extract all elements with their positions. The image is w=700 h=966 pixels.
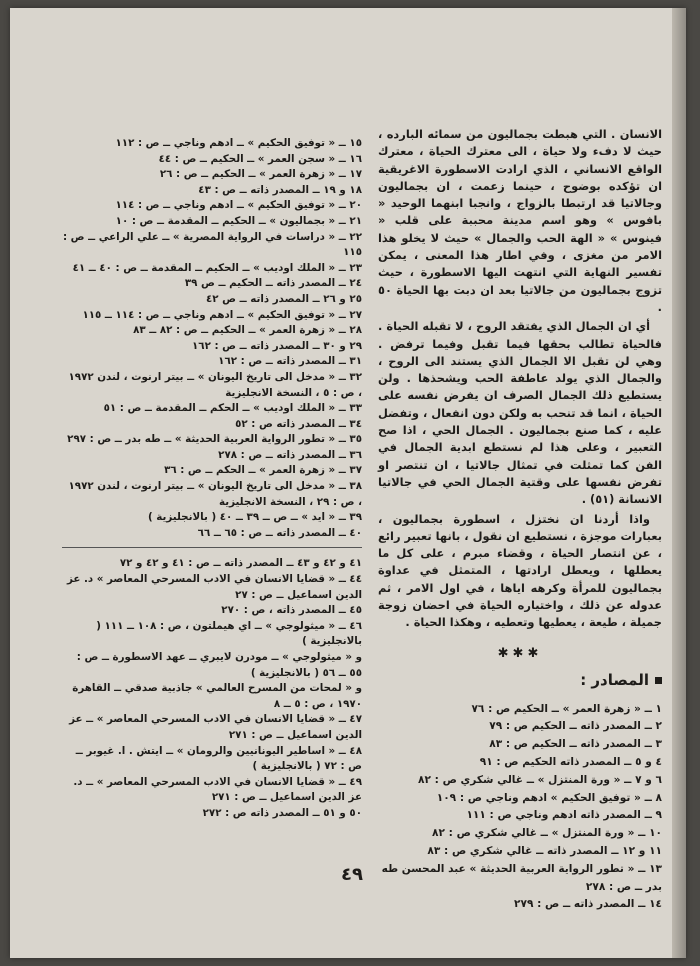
article-paragraph: الانسان . التي هبطت بجماليون من سمائه البارده ، حيث لا دفء ولا حياة ، الى معترك الحياة ، معترك الواقع الانساني ، الذي ارادت الاسطورة الاغريقية ان تؤكده بوضوح ، حينما زعمت ، ان بجماليون وجالاتيا قد ارتبطا بالزواج ، وانجبا ابنهما الوحيد « بافوس » وهو اسم مدينة محببة على قلب « فينوس » « الهة الحب والجمال » حيث لا يخلو هذا الامر من مغزى ، وفي اطار هذا المعنى ، يمكن تفسير النهاية التي انتهت اليها الاسطورة ، حيث تزوج بجماليون من جالاتيا بعد ان دبت بها الحياة ٥٠ . [378,127,662,314]
reference-item: ٢٩ و ٣٠ ــ المصدر ذاته ــ ص : ١٦٢ [192,339,362,352]
sources-heading [378,671,662,689]
source-item: ١٣ ــ « تطور الرواية العربية الحديثة » عبد المحسن طه بدر ــ ص : ٢٧٨ [381,862,662,893]
reference-item: ٣٨ ــ « مدخل الى تاريخ اليونان » ــ بيتر ارنوت ، لندن ١٩٧٢ ، ص : ٢٩ ، النسخة الانجليزية [68,480,362,508]
reference-item: ١٧ ــ « زهرة العمر » ــ الحكيم ــ ص : ٢٦ [159,168,362,181]
reference-item: و « لمحات من المسرح العالمي » جاذبية صدقي ــ القاهرة ١٩٧٠ ، ص : ٥ ــ ٨ [72,682,362,710]
reference-item: ٢٣ ــ « الملك اوديب » ــ الحكيم ــ المقدمة ــ ص : ٤٠ ــ ٤١ [72,261,362,274]
references-list-a [62,136,362,541]
source-item: ٦ و ٧ ــ « ورة المنتزل » ــ غالي شكري ص : ٨٢ [418,773,662,786]
reference-item: ٤٥ ــ المصدر ذاته ، ص : ٢٧٠ [221,604,362,617]
references-list-b [62,556,362,821]
sources-list [378,701,662,915]
page-number: ٤٩ [341,864,363,885]
reference-item: ١٨ و ١٩ ــ المصدر ذاته ــ ص : ٤٣ [198,183,362,196]
reference-item: ٢٥ و ٢٦ ــ المصدر ذاته ــ ص ٤٢ [206,292,362,305]
reference-item: ٣٥ ــ « تطور الرواية العربية الحديثة » ــ طه بدر ــ ص : ٢٩٧ [67,433,362,446]
reference-item: ٢٠ ــ « توفيق الحكيم » ــ ادهم وناجي ــ ص : ١١٤ [115,199,362,212]
source-item: ٤ و ٥ ــ المصدر ذاته الحكيم ص : ٩١ [479,756,662,768]
source-item: ١ ــ « زهرة العمر » ــ الحكيم ص : ٧٦ [471,702,662,715]
reference-item: ٤٠ ــ المصدر ذاته ــ ص : ٦٥ ــ ٦٦ [197,526,362,539]
reference-item: ٣٤ ــ المصدر ذاته ص : ٥٢ [235,417,362,430]
article-column [378,126,662,914]
book-page [10,8,686,958]
reference-item: ٤٩ ــ « قضايا الانسان في الادب المسرحي المعاصر » ــ د. عز الدين اسماعيل ــ ص : ٢٧١ [73,775,362,804]
source-item: ٣ ــ المصدر ذاته ــ الحكيم ص : ٨٣ [489,738,662,751]
reference-item: ٣٦ ــ المصدر ذاته ــ ص : ٢٧٨ [218,448,362,461]
reference-item: ٢٨ ــ « زهرة العمر » ــ الحكيم ــ ص : ٨٢ ــ ٨٣ [133,324,362,337]
reference-item: ٤٨ ــ « اساطير اليونانيين والرومان » ــ ايتش . ا. غيوبر ــ ص : ٧٢ ( بالانجليزية ) [75,744,362,773]
article-paragraph: واذا أردنا ان نختزل ، اسطورة بجماليون ، بعبارات موجزة ، نستطيع ان نقول ، بانها تعبير رائع ، عن انتصار الحياة ، وقضاء مبرم ، على كل ما يعطلها ، ويعطل ارادتها ، المتمثل في عداوة بجماليون للمرأة وكرهه اياها ، في اول الامر ، ثم عدوله عن ذلك ، واختياره الحياة في احضان زوجة جميلة ، طيعة ، يعطيها وتعطيه ، وهكذا الحياة . [378,511,662,630]
references-column [62,136,362,822]
reference-item: ٣٢ ــ « مدخل الى تاريخ اليونان » ــ بيتر ارنوت ، لندن ١٩٧٢ ، ص : ٥ ، النسخة الانجليزية [68,370,362,399]
reference-item: ١٥ ــ « توفيق الحكيم » ــ ادهم وناجي ــ ص : ١١٢ [115,137,362,149]
source-item: ١٠ ــ « ورة المنتزل » ــ غالي شكري ص : ٨٢ [432,827,662,840]
source-item: ٨ ــ « توفيق الحكيم » ادهم وناجي ص : ١٠٩ [436,791,662,804]
section-separator: ✱✱✱ [497,645,543,661]
reference-item: ٢٧ ــ « توفيق الحكيم » ــ ادهم وناجي ــ ص : ١١٤ ــ ١١٥ [82,308,362,321]
reference-item: ٥٠ و ٥١ ــ المصدر ذاته ص : ٢٧٢ [202,806,362,819]
source-item: ١١ و ١٢ ــ المصدر ذاته ــ غالي شكري ص : ٨٣ [427,844,662,857]
reference-item: ٣٧ ــ « زهرة العمر » ــ الحكم ــ ص : ٣٦ [164,464,362,477]
source-item: ١٤ ــ المصدر ذاته ــ ص : ٢٧٩ [514,898,662,911]
reference-item: ٣٣ ــ « الملك اوديب » ــ الحكم ــ المقدمة ــ ص : ٥١ [103,402,362,415]
source-item: ٢ ــ المصدر ذاته ــ الحكيم ص : ٧٩ [489,720,662,733]
reference-item: ٤٤ ــ « قضايا الانسان في الادب المسرحي المعاصر » د. عز الدين اسماعيل ــ ص : ٢٧ [66,573,362,601]
article-paragraph: أي ان الجمال الذي يفتقد الروح ، لا تقبله الحياة . فالحياة تطالب بحقها فيما تقبل وفيما ترفض . وهي لن تقبل الا الجمال الذي يستند الى الروح ، والجمال الذي يولد عاطفة الحب ويشحذها . ولن يستطيع ذلك الجمال الصرف ان يفرض نفسه على الحياة ، انما قد تنحب به ولكن دون انفعال ، وتفضل عليه ، كما صنع بجماليون . الجمال الحي ، اذا صح التعبير ، وعلى هذا لم نستطع ابدية الجمال في الفن كما تمثلت في تمثال جالاتيا ، ان تنتصر او تفرض نفسها على وقتية الجمال الحي في جالاتيا الانسانة (٥١) . [378,319,662,507]
reference-item: ٢١ ــ « بجماليون » ــ الحكيم ــ المقدمة ــ ص : ١٠ [115,214,362,227]
reference-item: ٣٩ ــ « ايد » ــ ص ــ ٣٩ ــ ٤٠ ( بالانجليزية ) [147,511,362,524]
reference-item: ٤٧ ــ « قضايا الانسان في الادب المسرحي المعاصر » ــ عز الدين اسماعيل ــ ص : ٢٧١ [69,713,362,741]
reference-item: ٢٢ ــ « دراسات في الرواية المصرية » ــ علي الراعي ــ ص : ١١٥ [62,230,362,259]
sources-heading-text: المصادر : [580,670,649,689]
reference-item: ٣١ ــ المصدر ذاته ــ ص : ١٦٢ [218,355,362,368]
reference-item: ١٦ ــ « سجن العمر » ــ الحكيم ــ ص : ٤٤ [158,152,362,165]
page-binding-edge [672,8,686,958]
reference-item: ٢٤ ــ المصدر ذاته ــ الحكيم ــ ص ٣٩ [184,277,362,290]
reference-item: و « ميثولوجي » ــ مودرن لايبري ــ عهد الاسطورة ــ ص : ٥٥ ــ ٥٦ ( بالانجليزية ) [76,651,362,679]
square-bullet-icon [655,677,662,684]
reference-item: ٤٦ ــ « ميثولوجي » ــ اي هيملتون ، ص : ١٠٨ ــ ١١١ ( بالانجليزية ) [96,619,362,648]
divider [62,547,362,548]
source-item: ٩ ــ المصدر ذاته ادهم وناجي ص : ١١١ [466,809,662,822]
reference-item: ٤١ و ٤٢ و ٤٣ ــ المصدر ذاته ــ ص : ٤١ و ٤٢ و ٧٢ [119,557,362,570]
